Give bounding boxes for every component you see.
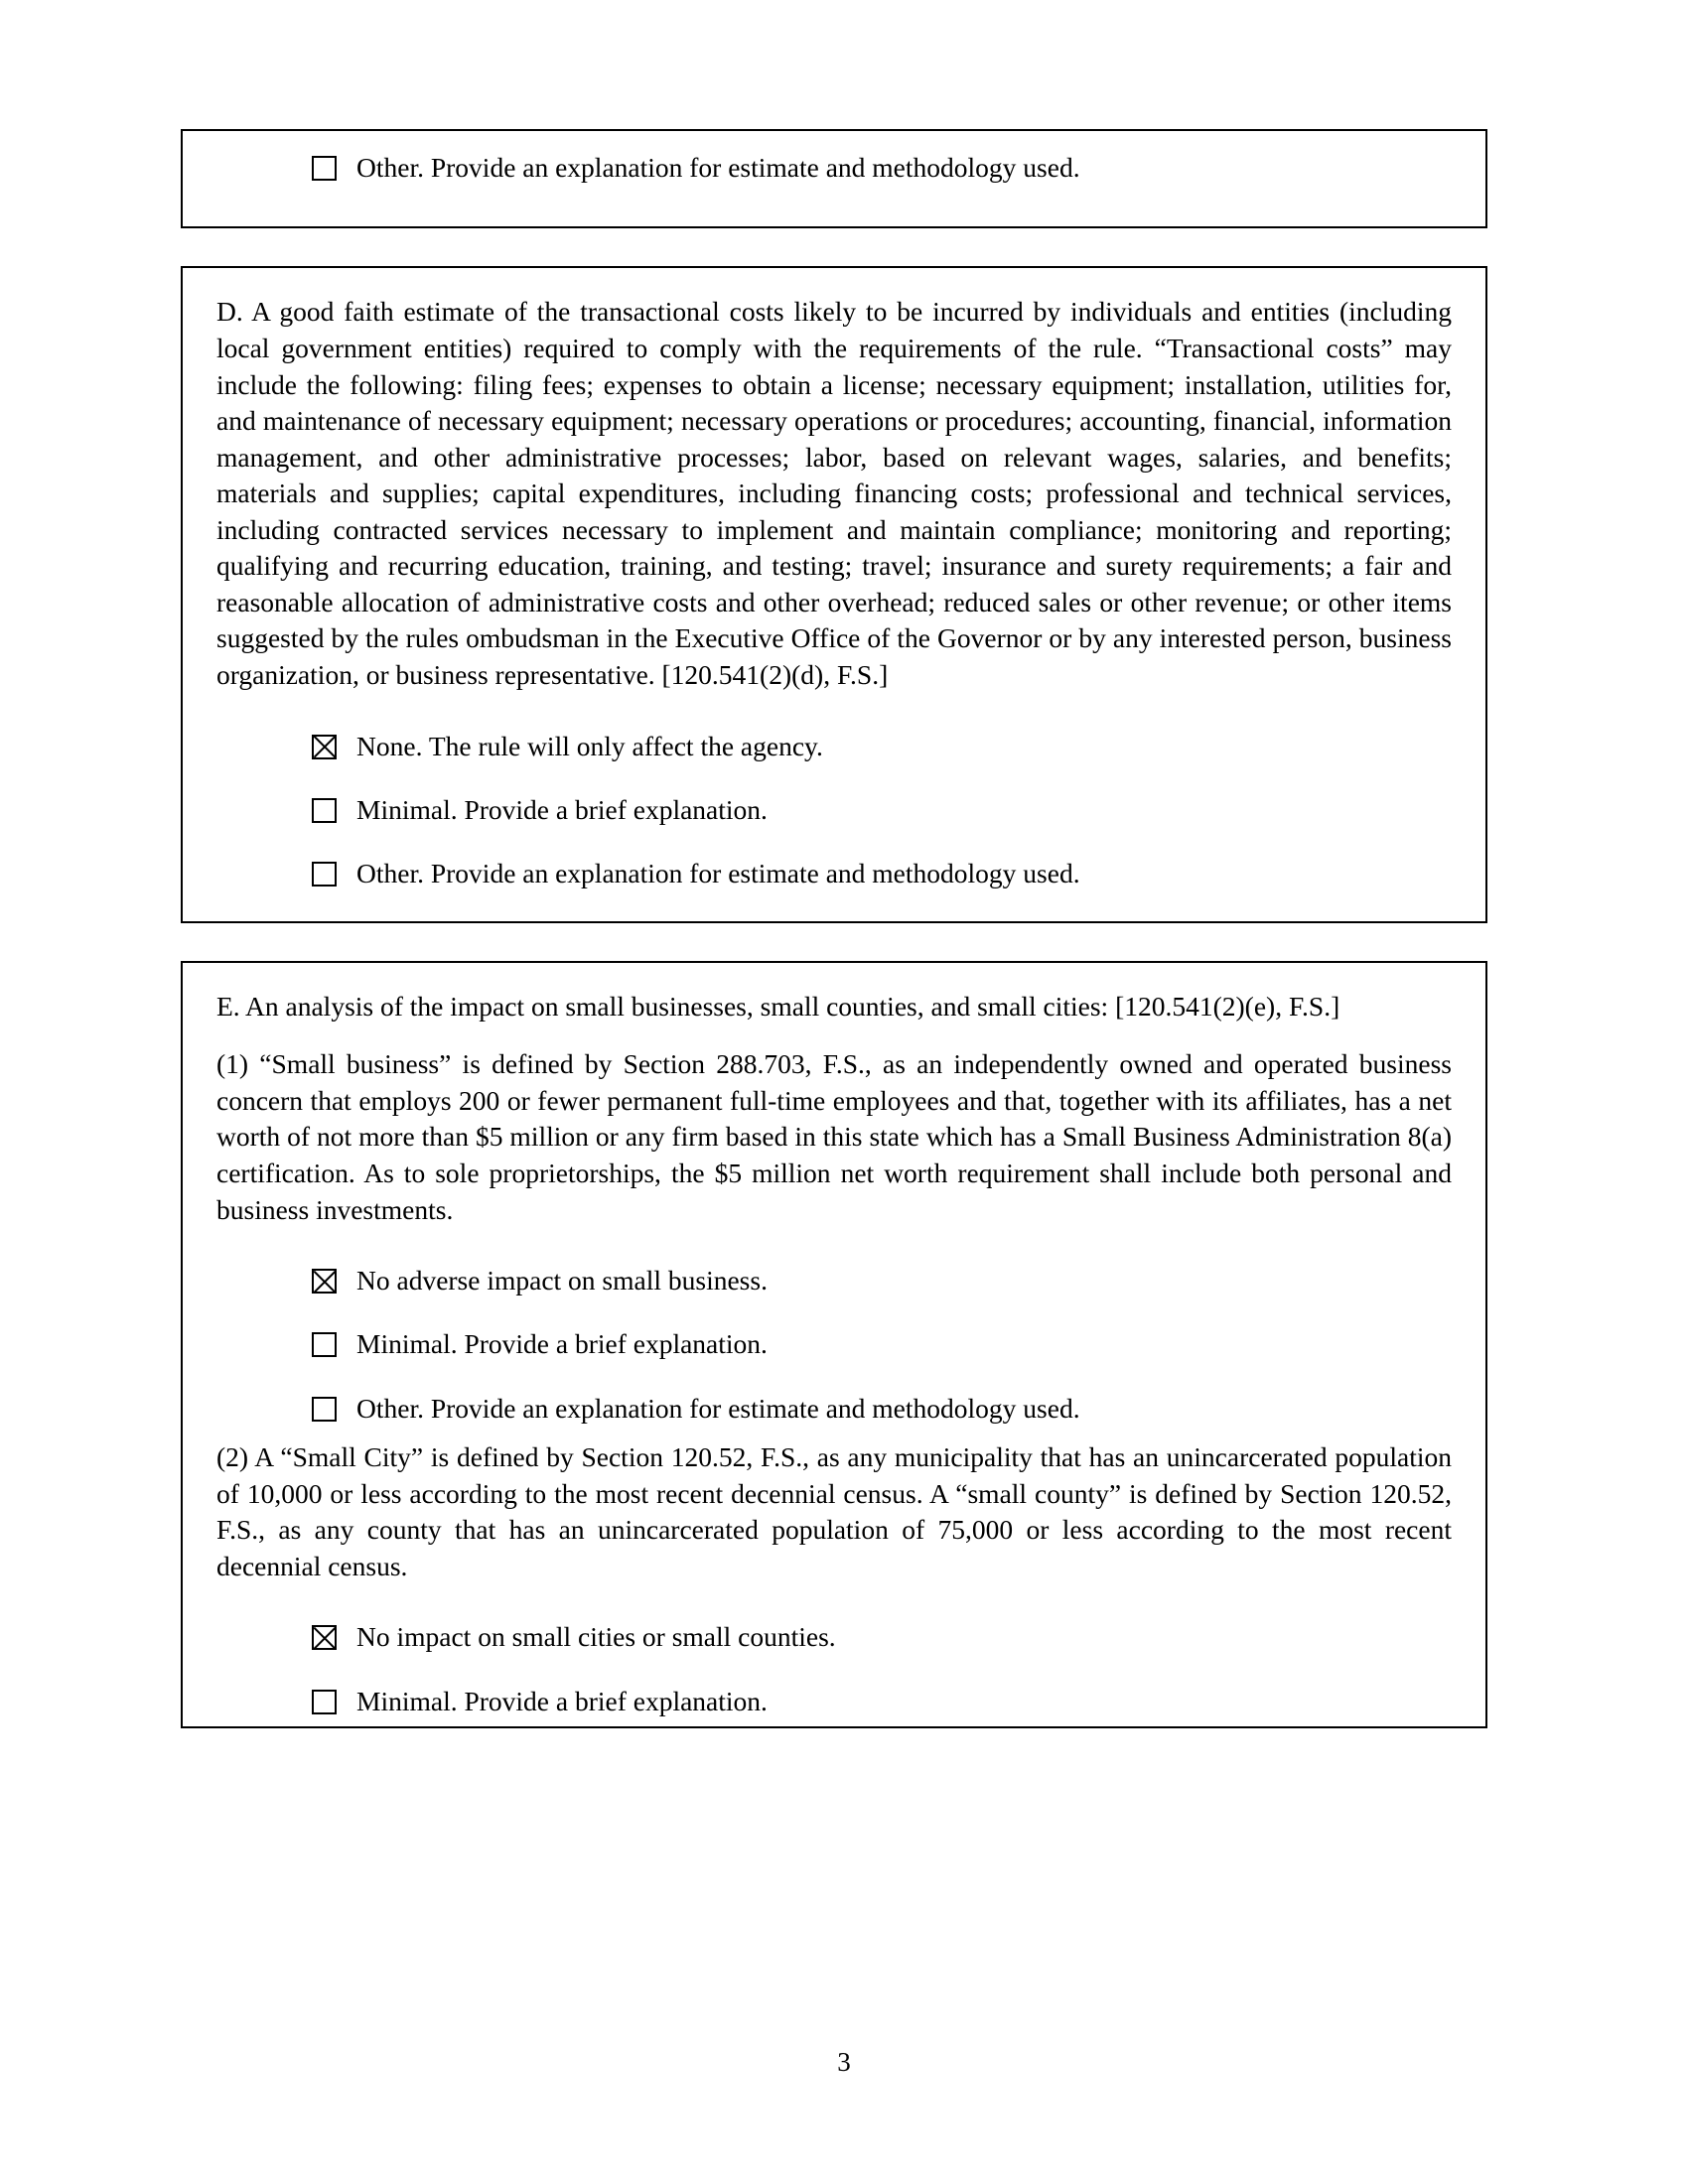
- section-e1-options: [216, 1264, 1452, 1426]
- option-label: Other. Provide an explanation for estimate and methodology used.: [356, 152, 1080, 183]
- option-row-minimal[interactable]: [216, 1685, 1452, 1718]
- option-row-minimal[interactable]: [216, 1327, 1452, 1361]
- section-e-paragraph-2: (2) A “Small City” is defined by Section 120.52, F.S., as any municipality that has an unincarcerated population of 10,000 or less according to the most recent decennial census. A “small county” is defined by Section 120.52, F.S., as any county that has an unincarcerated population of 75,000 or less according to the most recent decennial census.: [216, 1441, 1452, 1581]
- checkbox-checked-icon[interactable]: [312, 735, 337, 759]
- option-label: Other. Provide an explanation for estimate and methodology used.: [356, 1392, 1080, 1424]
- option-row-minimal[interactable]: [216, 793, 1452, 827]
- checkbox-unchecked-icon[interactable]: [312, 862, 337, 887]
- section-d-paragraph: D. A good faith estimate of the transactional costs likely to be incurred by individuals and entities (including local government entities) required to comply with the requirements of the rule. “Transactional costs” may include the following: filing fees; expenses to obtain a license; necessary equipment; installation, utilities for, and maintenance of necessary equipment; necessary operations or procedures; accounting, financial, information management, and other administrative processes; labor, based on relevant wages, salaries, and benefits; materials and supplies; capital expenditures, including financing costs; professional and technical services, including contracted services necessary to implement and maintain compliance; monitoring and reporting; qualifying and recurring education, training, and testing; travel; insurance and surety requirements; a fair and reasonable allocation of administrative costs and other overhead; reduced sales or other revenue; or other items suggested by the rules ombudsman in the Executive Office of the Governor or by any interested person, business organization, or business representative. [120.541(2)(d), F.S.]: [216, 296, 1452, 690]
- checkbox-checked-icon[interactable]: [312, 1269, 337, 1294]
- spacer: [216, 1426, 1452, 1439]
- option-label: Other. Provide an explanation for estimate and methodology used.: [356, 858, 1080, 889]
- checkbox-unchecked-icon[interactable]: [312, 1332, 337, 1357]
- section-c-continued-box: [181, 129, 1487, 228]
- section-d-options: [216, 730, 1452, 891]
- checkbox-checked-icon[interactable]: [312, 1625, 337, 1650]
- option-row-other[interactable]: [216, 857, 1452, 890]
- page-number: 3: [837, 2047, 851, 2077]
- checkbox-unchecked-icon[interactable]: [312, 156, 337, 181]
- option-label: Minimal. Provide a brief explanation.: [356, 793, 768, 825]
- spacer: [216, 716, 1452, 730]
- option-label: None. The rule will only affect the agency.: [356, 730, 823, 761]
- checkbox-unchecked-icon[interactable]: [312, 1690, 337, 1714]
- option-label: No adverse impact on small business.: [356, 1265, 768, 1297]
- option-row[interactable]: [216, 151, 1452, 185]
- option-row-no-adverse-impact[interactable]: [216, 1264, 1452, 1297]
- section-e-box: [181, 961, 1487, 1729]
- spacer: [216, 1250, 1452, 1264]
- section-e-intro: E. An analysis of the impact on small businesses, small counties, and small cities: [120.541(2)(e), F.S.]: [216, 990, 1340, 1022]
- option-row-no-impact-small-cities[interactable]: [216, 1620, 1452, 1654]
- section-c-options: [216, 151, 1452, 185]
- option-label: No impact on small cities or small counties.: [356, 1621, 836, 1653]
- page-content: [181, 129, 1487, 1728]
- option-label: Minimal. Provide a brief explanation.: [356, 1685, 768, 1716]
- section-d-box: [181, 266, 1487, 922]
- spacer: [216, 1606, 1452, 1620]
- option-row-none[interactable]: [216, 730, 1452, 763]
- section-e-paragraph-1: (1) “Small business” is defined by Section 288.703, F.S., as an independently owned and operated business concern that employs 200 or fewer permanent full-time employees and that, together with its affiliates, has a net worth of not more than $5 million or any firm based in this state which has a Small Business Administration 8(a) certification. As to sole proprietorships, the $5 million net worth requirement shall include both personal and business investments.: [216, 1048, 1452, 1225]
- option-label: Minimal. Provide a brief explanation.: [356, 1328, 768, 1360]
- checkbox-unchecked-icon[interactable]: [312, 798, 337, 823]
- option-row-other[interactable]: [216, 1392, 1452, 1426]
- section-e2-options: [216, 1620, 1452, 1718]
- checkbox-unchecked-icon[interactable]: [312, 1397, 337, 1422]
